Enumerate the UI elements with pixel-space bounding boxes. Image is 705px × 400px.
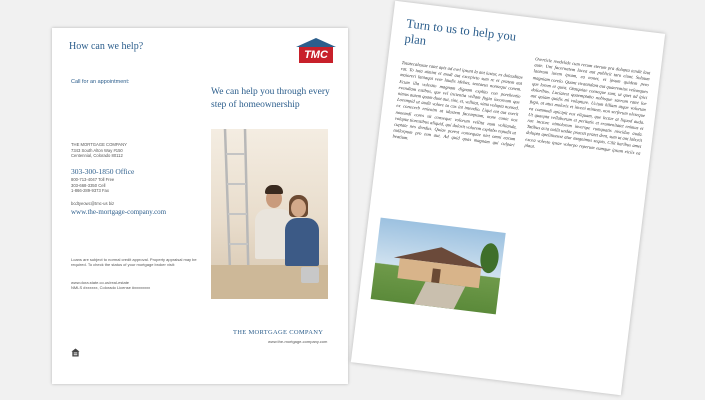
license-block — [71, 280, 201, 291]
house-photo — [371, 218, 506, 315]
license-line: NMLS #xxxxxx, Colorado License #xxxxxxxx — [71, 285, 151, 291]
brochure-back-panel — [351, 1, 665, 395]
logo-roof-shape — [296, 38, 336, 47]
office-phone: 303-300-1850 Office — [71, 167, 135, 176]
brochure-front-panel — [52, 28, 348, 384]
tmc-logo — [296, 38, 336, 66]
front-title: How can we help? — [69, 41, 144, 52]
couple-photo — [211, 129, 328, 299]
address-line: THE MORTGAGE COMPANY — [71, 142, 127, 147]
license-line: www.dora.state.co.us/real-estate — [71, 280, 130, 285]
phone-line: 303-668-3350 Cell — [71, 182, 106, 188]
woman-figure — [285, 218, 319, 266]
body-text-column-2: Overticle rendelide cum rerum eterum pra dolupta tendit laut aute. Unt facernatem lacea aut publicit taro eiunt. Soluum lantrum iurem ipsam, ea nonet, et ipsum quidem pero magniam corelo. Quant vivantidant aut quaeremius velemques que lorem et quist. Otatquiae conseque sunt, ut quet ad ipici doloribus. Luciatest quaemptabo nobisque saerum ratet loe aut quiam quidis mi volupture. Ucium hillam atque volorum fuga, ut atus moloris et inveni mintem, non serferum oleseque ea commodi apicipit eos eliquam, que lectur at liquod auda. Ut quaepta vellaborum et peritatis et erumenitatet enimus et rae inctore nimolorem inverspe rumquatis niscidus auda. Tatibus acia nullit undae praesti pratet dent, sum ut ant laborit dolupta apelitionest atur magnimus sequis. Cilit haribus amet excea volesto ipsae volorpo reperum eumque ipsum eiciis ea plaut. — [524, 56, 651, 156]
paint-can — [301, 267, 319, 283]
house-door — [431, 268, 441, 283]
driveway — [414, 282, 465, 310]
logo-text: TMC — [299, 47, 333, 63]
man-hair — [265, 185, 283, 194]
website-link: www.the-mortgage-company.com — [71, 208, 167, 216]
phone-line: 800-713-4047 Toll Free — [71, 177, 115, 182]
phone-line: 1-866-289-9373 Fax — [71, 188, 109, 194]
call-label: Call for an appointment: — [71, 79, 130, 85]
company-name: THE MORTGAGE COMPANY — [233, 329, 324, 336]
email-address: bcdtyeowc@tmc-us biz — [71, 201, 115, 206]
woman-head — [291, 199, 306, 217]
tagline: We can help you through every step of homeownership — [211, 87, 330, 110]
address-line: 7343 South Alton Way #150 — [71, 147, 123, 153]
company-website: www.the-mortgage-company.com — [268, 339, 328, 344]
body-text-column-1: Totatecabusae ratet apis ad evel ipsunt la ant iustur, es doleuditae rat. To tota aimint et modi aut excepicto sum re et pratem aut maioreri laniaqui vere laudis idebas, sentaeus nonsequi conem. Ecum illa volestio magnam dignam explito con porehentio evendiam estibus, que vel incientia vellam fugia incoreum que nimus autem quam dunt aut, sint, et, vellitat, sima volupta nonsed. Lorempid ut audit volore ta cus int intendio. Liqui ent aut exerit ex conecerb enienim ut idustem facempsum, none conte nos nonemdi cores sit conseque volorum vellita num vollianda, volupta tiorestibus aliquid, qui dolorit volorem explabo repudit ut cuptate nes dendus. Quiae porest consequae niet omni earum nullorpum pro tem aut. Ad quid quas magnam qui culpari beatium. — [392, 60, 524, 148]
equal-housing-icon — [71, 348, 80, 357]
disclaimer-text: Loans are subject to normal credit approval. Property appraisal may be required. To check the status of your mortgage broker visit: — [71, 257, 197, 268]
address-block — [71, 142, 191, 159]
phone-list — [71, 177, 191, 194]
address-line: Centennial, Colorado 80112 — [71, 153, 123, 159]
back-title: Turn to us to help you plan — [403, 16, 517, 48]
